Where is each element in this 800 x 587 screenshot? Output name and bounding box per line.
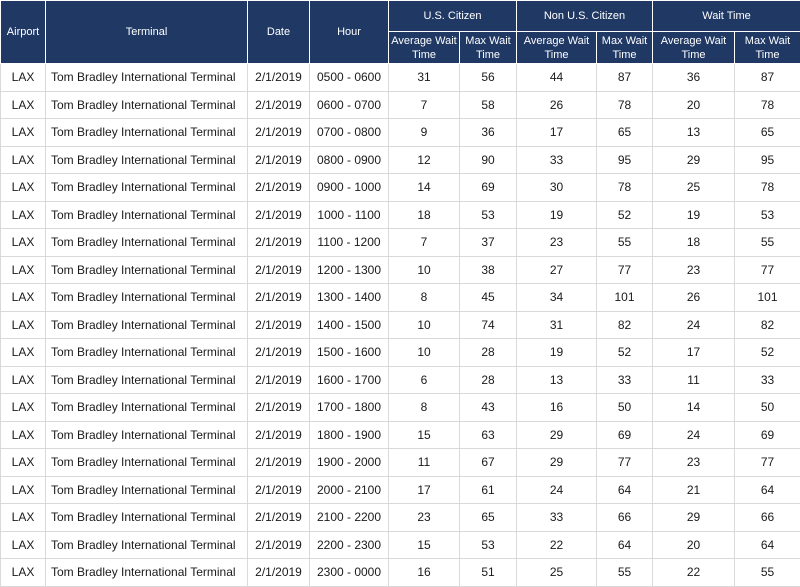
cell-non-us-avg-wait: 24	[517, 476, 597, 504]
cell-wait-max: 33	[735, 366, 800, 394]
table-row	[1, 119, 800, 147]
cell-wait-max: 55	[735, 229, 800, 257]
cell-wait-avg: 24	[653, 421, 735, 449]
cell-non-us-avg-wait: 16	[517, 394, 597, 422]
cell-terminal: Tom Bradley International Terminal	[46, 229, 248, 257]
cell-hour: 1200 - 1300	[310, 256, 389, 284]
cell-date: 2/1/2019	[248, 91, 310, 119]
cell-non-us-avg-wait: 30	[517, 174, 597, 202]
cell-airport: LAX	[1, 201, 46, 229]
header-group-non-us-citizen: Non U.S. Citizen	[517, 1, 653, 32]
cell-us-avg-wait: 8	[389, 284, 460, 312]
cell-hour: 0600 - 0700	[310, 91, 389, 119]
cell-airport: LAX	[1, 91, 46, 119]
header-date: Date	[248, 1, 310, 64]
cell-airport: LAX	[1, 366, 46, 394]
cell-wait-avg: 24	[653, 311, 735, 339]
cell-hour: 1700 - 1800	[310, 394, 389, 422]
header-wait-avg: Average Wait Time	[653, 32, 735, 64]
cell-us-max-wait: 37	[460, 229, 517, 257]
cell-non-us-max-wait: 78	[597, 91, 653, 119]
cell-terminal: Tom Bradley International Terminal	[46, 531, 248, 559]
cell-hour: 2100 - 2200	[310, 504, 389, 532]
cell-non-us-avg-wait: 34	[517, 284, 597, 312]
table-row	[1, 174, 800, 202]
cell-date: 2/1/2019	[248, 229, 310, 257]
cell-non-us-max-wait: 87	[597, 64, 653, 92]
cell-terminal: Tom Bradley International Terminal	[46, 146, 248, 174]
cell-non-us-max-wait: 77	[597, 256, 653, 284]
cell-airport: LAX	[1, 559, 46, 587]
cell-wait-avg: 20	[653, 531, 735, 559]
cell-wait-avg: 18	[653, 229, 735, 257]
cell-wait-max: 95	[735, 146, 800, 174]
table-row	[1, 366, 800, 394]
cell-us-max-wait: 28	[460, 339, 517, 367]
cell-hour: 1100 - 1200	[310, 229, 389, 257]
table-row	[1, 504, 800, 532]
cell-non-us-avg-wait: 33	[517, 504, 597, 532]
cell-non-us-max-wait: 69	[597, 421, 653, 449]
cell-wait-max: 82	[735, 311, 800, 339]
cell-us-max-wait: 67	[460, 449, 517, 477]
cell-wait-max: 55	[735, 559, 800, 587]
cell-non-us-max-wait: 66	[597, 504, 653, 532]
cell-us-avg-wait: 7	[389, 229, 460, 257]
table-row	[1, 91, 800, 119]
cell-non-us-avg-wait: 44	[517, 64, 597, 92]
cell-wait-max: 87	[735, 64, 800, 92]
cell-us-avg-wait: 12	[389, 146, 460, 174]
header-hour: Hour	[310, 1, 389, 64]
cell-wait-max: 53	[735, 201, 800, 229]
cell-wait-avg: 13	[653, 119, 735, 147]
cell-non-us-avg-wait: 26	[517, 91, 597, 119]
cell-terminal: Tom Bradley International Terminal	[46, 339, 248, 367]
cell-terminal: Tom Bradley International Terminal	[46, 504, 248, 532]
cell-non-us-max-wait: 55	[597, 229, 653, 257]
header-us-avg-wait: Average Wait Time	[389, 32, 460, 64]
cell-wait-max: 50	[735, 394, 800, 422]
cell-wait-avg: 36	[653, 64, 735, 92]
cell-wait-max: 77	[735, 256, 800, 284]
cell-terminal: Tom Bradley International Terminal	[46, 284, 248, 312]
table-row	[1, 229, 800, 257]
cell-terminal: Tom Bradley International Terminal	[46, 201, 248, 229]
cell-wait-max: 64	[735, 531, 800, 559]
cell-airport: LAX	[1, 421, 46, 449]
cell-non-us-max-wait: 82	[597, 311, 653, 339]
cell-us-max-wait: 53	[460, 201, 517, 229]
cell-date: 2/1/2019	[248, 256, 310, 284]
cell-terminal: Tom Bradley International Terminal	[46, 476, 248, 504]
cell-hour: 2300 - 0000	[310, 559, 389, 587]
cell-non-us-max-wait: 50	[597, 394, 653, 422]
table-row	[1, 201, 800, 229]
cell-wait-avg: 23	[653, 449, 735, 477]
cell-wait-avg: 17	[653, 339, 735, 367]
cell-us-max-wait: 38	[460, 256, 517, 284]
cell-airport: LAX	[1, 119, 46, 147]
table-row	[1, 146, 800, 174]
cell-date: 2/1/2019	[248, 119, 310, 147]
table-row	[1, 64, 800, 92]
cell-wait-avg: 14	[653, 394, 735, 422]
cell-date: 2/1/2019	[248, 201, 310, 229]
cell-us-avg-wait: 7	[389, 91, 460, 119]
cell-date: 2/1/2019	[248, 146, 310, 174]
cell-non-us-max-wait: 77	[597, 449, 653, 477]
table-row	[1, 339, 800, 367]
cell-wait-avg: 11	[653, 366, 735, 394]
cell-airport: LAX	[1, 476, 46, 504]
table-row	[1, 476, 800, 504]
cell-us-max-wait: 28	[460, 366, 517, 394]
cell-terminal: Tom Bradley International Terminal	[46, 64, 248, 92]
header-group-wait-time: Wait Time	[653, 1, 800, 32]
cell-us-avg-wait: 10	[389, 256, 460, 284]
cell-non-us-avg-wait: 19	[517, 339, 597, 367]
cell-non-us-max-wait: 95	[597, 146, 653, 174]
header-us-max-wait: Max Wait Time	[460, 32, 517, 64]
cell-wait-max: 77	[735, 449, 800, 477]
cell-us-max-wait: 61	[460, 476, 517, 504]
cell-non-us-avg-wait: 29	[517, 421, 597, 449]
cell-us-max-wait: 74	[460, 311, 517, 339]
cell-wait-max: 78	[735, 91, 800, 119]
cell-airport: LAX	[1, 504, 46, 532]
cell-us-max-wait: 63	[460, 421, 517, 449]
cell-terminal: Tom Bradley International Terminal	[46, 119, 248, 147]
cell-us-avg-wait: 17	[389, 476, 460, 504]
cell-us-max-wait: 58	[460, 91, 517, 119]
cell-wait-max: 52	[735, 339, 800, 367]
table-body	[1, 64, 800, 587]
header-terminal: Terminal	[46, 1, 248, 64]
cell-wait-avg: 29	[653, 146, 735, 174]
cell-hour: 1000 - 1100	[310, 201, 389, 229]
cell-hour: 1800 - 1900	[310, 421, 389, 449]
cell-us-avg-wait: 15	[389, 421, 460, 449]
cell-non-us-avg-wait: 22	[517, 531, 597, 559]
table-row	[1, 559, 800, 587]
cell-us-avg-wait: 10	[389, 339, 460, 367]
cell-us-avg-wait: 10	[389, 311, 460, 339]
cell-hour: 1600 - 1700	[310, 366, 389, 394]
cell-wait-avg: 19	[653, 201, 735, 229]
cell-airport: LAX	[1, 311, 46, 339]
cell-hour: 1500 - 1600	[310, 339, 389, 367]
cell-wait-max: 66	[735, 504, 800, 532]
table-row	[1, 256, 800, 284]
cell-us-max-wait: 69	[460, 174, 517, 202]
cell-us-avg-wait: 8	[389, 394, 460, 422]
table-row	[1, 311, 800, 339]
table-row	[1, 449, 800, 477]
cell-non-us-max-wait: 65	[597, 119, 653, 147]
table-row	[1, 421, 800, 449]
cell-terminal: Tom Bradley International Terminal	[46, 91, 248, 119]
cell-us-avg-wait: 23	[389, 504, 460, 532]
cell-date: 2/1/2019	[248, 559, 310, 587]
cell-us-max-wait: 36	[460, 119, 517, 147]
cell-date: 2/1/2019	[248, 531, 310, 559]
cell-wait-avg: 26	[653, 284, 735, 312]
header-non-us-max-wait: Max Wait Time	[597, 32, 653, 64]
cell-us-max-wait: 45	[460, 284, 517, 312]
cell-non-us-avg-wait: 27	[517, 256, 597, 284]
cell-hour: 2200 - 2300	[310, 531, 389, 559]
cell-hour: 0700 - 0800	[310, 119, 389, 147]
cell-terminal: Tom Bradley International Terminal	[46, 366, 248, 394]
cell-terminal: Tom Bradley International Terminal	[46, 394, 248, 422]
cell-us-avg-wait: 6	[389, 366, 460, 394]
cell-date: 2/1/2019	[248, 394, 310, 422]
cell-airport: LAX	[1, 174, 46, 202]
cell-hour: 2000 - 2100	[310, 476, 389, 504]
cell-terminal: Tom Bradley International Terminal	[46, 311, 248, 339]
cell-wait-max: 65	[735, 119, 800, 147]
cell-wait-avg: 21	[653, 476, 735, 504]
cell-hour: 0900 - 1000	[310, 174, 389, 202]
cell-date: 2/1/2019	[248, 284, 310, 312]
cell-airport: LAX	[1, 339, 46, 367]
cell-us-max-wait: 53	[460, 531, 517, 559]
cell-date: 2/1/2019	[248, 366, 310, 394]
cell-us-max-wait: 43	[460, 394, 517, 422]
cell-non-us-max-wait: 78	[597, 174, 653, 202]
cell-airport: LAX	[1, 64, 46, 92]
cell-us-max-wait: 56	[460, 64, 517, 92]
cell-wait-avg: 22	[653, 559, 735, 587]
cell-hour: 0800 - 0900	[310, 146, 389, 174]
cell-non-us-avg-wait: 25	[517, 559, 597, 587]
table-row	[1, 531, 800, 559]
cell-non-us-max-wait: 33	[597, 366, 653, 394]
cell-us-max-wait: 51	[460, 559, 517, 587]
cell-wait-max: 69	[735, 421, 800, 449]
cell-date: 2/1/2019	[248, 504, 310, 532]
cell-airport: LAX	[1, 229, 46, 257]
cell-airport: LAX	[1, 531, 46, 559]
cell-non-us-avg-wait: 33	[517, 146, 597, 174]
cell-airport: LAX	[1, 449, 46, 477]
cell-hour: 1300 - 1400	[310, 284, 389, 312]
cell-airport: LAX	[1, 394, 46, 422]
cell-date: 2/1/2019	[248, 311, 310, 339]
table-row	[1, 284, 800, 312]
cell-terminal: Tom Bradley International Terminal	[46, 421, 248, 449]
cell-non-us-max-wait: 52	[597, 339, 653, 367]
cell-us-avg-wait: 14	[389, 174, 460, 202]
cell-non-us-max-wait: 52	[597, 201, 653, 229]
cell-wait-max: 101	[735, 284, 800, 312]
cell-non-us-max-wait: 64	[597, 531, 653, 559]
cell-date: 2/1/2019	[248, 421, 310, 449]
cell-us-avg-wait: 15	[389, 531, 460, 559]
cell-airport: LAX	[1, 284, 46, 312]
header-non-us-avg-wait: Average Wait Time	[517, 32, 597, 64]
cell-non-us-avg-wait: 13	[517, 366, 597, 394]
cell-airport: LAX	[1, 146, 46, 174]
cell-date: 2/1/2019	[248, 449, 310, 477]
cell-us-max-wait: 65	[460, 504, 517, 532]
cell-wait-avg: 25	[653, 174, 735, 202]
table-header	[1, 1, 800, 64]
cell-date: 2/1/2019	[248, 64, 310, 92]
cell-us-avg-wait: 31	[389, 64, 460, 92]
table-row	[1, 394, 800, 422]
cell-us-avg-wait: 11	[389, 449, 460, 477]
cell-non-us-max-wait: 55	[597, 559, 653, 587]
cell-non-us-avg-wait: 17	[517, 119, 597, 147]
cell-terminal: Tom Bradley International Terminal	[46, 449, 248, 477]
cell-non-us-avg-wait: 31	[517, 311, 597, 339]
cell-wait-max: 78	[735, 174, 800, 202]
cell-non-us-avg-wait: 19	[517, 201, 597, 229]
cell-hour: 1400 - 1500	[310, 311, 389, 339]
cell-wait-avg: 23	[653, 256, 735, 284]
cell-hour: 0500 - 0600	[310, 64, 389, 92]
cell-terminal: Tom Bradley International Terminal	[46, 256, 248, 284]
cell-non-us-max-wait: 64	[597, 476, 653, 504]
cell-non-us-avg-wait: 23	[517, 229, 597, 257]
cell-date: 2/1/2019	[248, 174, 310, 202]
cell-non-us-max-wait: 101	[597, 284, 653, 312]
cell-wait-avg: 29	[653, 504, 735, 532]
cell-us-max-wait: 90	[460, 146, 517, 174]
header-wait-max: Max Wait Time	[735, 32, 800, 64]
cell-wait-max: 64	[735, 476, 800, 504]
header-group-us-citizen: U.S. Citizen	[389, 1, 517, 32]
cell-terminal: Tom Bradley International Terminal	[46, 559, 248, 587]
cell-date: 2/1/2019	[248, 339, 310, 367]
cell-date: 2/1/2019	[248, 476, 310, 504]
header-airport: Airport	[1, 1, 46, 64]
cell-terminal: Tom Bradley International Terminal	[46, 174, 248, 202]
cell-non-us-avg-wait: 29	[517, 449, 597, 477]
cell-hour: 1900 - 2000	[310, 449, 389, 477]
cell-us-avg-wait: 9	[389, 119, 460, 147]
cell-airport: LAX	[1, 256, 46, 284]
cell-us-avg-wait: 16	[389, 559, 460, 587]
cell-us-avg-wait: 18	[389, 201, 460, 229]
cell-wait-avg: 20	[653, 91, 735, 119]
